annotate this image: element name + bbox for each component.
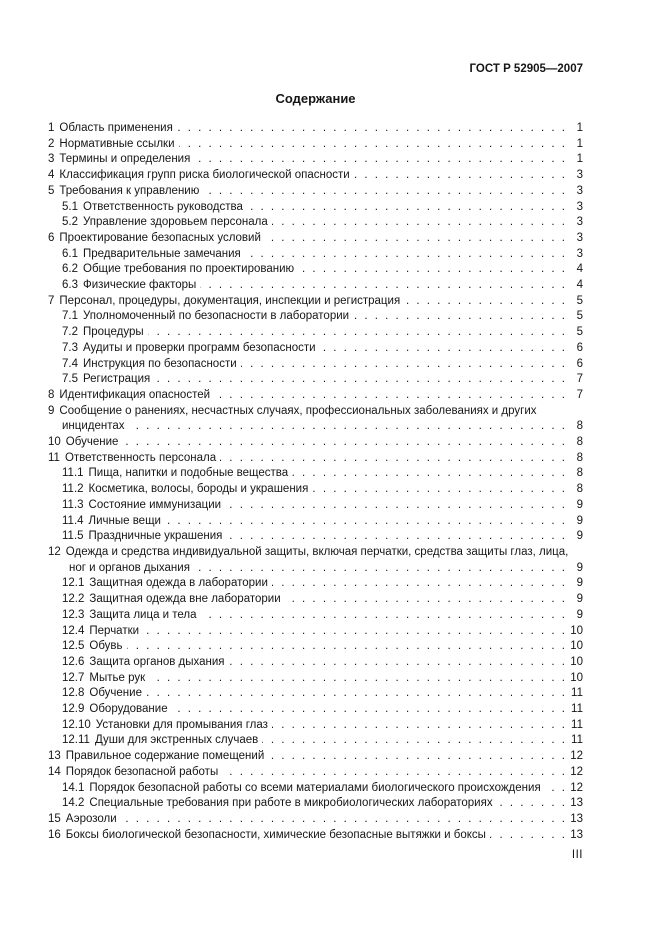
toc-entry-title: Косметика, волосы, бороды и украшения — [88, 483, 309, 496]
dot-leader — [320, 341, 567, 357]
toc-entry-title: Требования к управлению — [59, 184, 200, 197]
toc-entry-title: Обучение — [89, 687, 142, 700]
dot-leader — [354, 168, 567, 184]
dot-leader — [177, 121, 567, 137]
toc-entry-page: 3 — [576, 247, 583, 260]
toc-entry — [48, 451, 583, 467]
toc-entry-page: 10 — [570, 671, 583, 684]
toc-entry-number: 12.8 — [62, 687, 85, 700]
toc-entry — [48, 545, 583, 576]
doc-number: ГОСТ Р 52905—2007 — [469, 63, 583, 75]
toc-entry-title: Сообщение о ранениях, несчастных случаях, профессиональных заболеваниях и других — [59, 404, 537, 417]
toc-entry-page: 3 — [576, 184, 583, 197]
toc-entry-number: 12.6 — [62, 655, 85, 668]
toc-entry — [48, 514, 583, 530]
toc-entry-page: 8 — [576, 451, 583, 464]
dot-leader — [265, 231, 567, 247]
toc-entry-title: Оборудование — [89, 703, 168, 716]
dot-leader — [165, 514, 567, 530]
toc-entry — [48, 341, 583, 357]
toc-entry — [48, 812, 583, 828]
dot-leader — [149, 671, 567, 687]
toc-entry-number: 11.5 — [62, 530, 84, 543]
dot-leader — [272, 215, 567, 231]
toc-entry-page: 5 — [576, 310, 583, 323]
page-number-footer: III — [571, 849, 583, 861]
toc-entry-title: Одежда и средства индивидуальной защиты, включая перчатки, средства защиты глаз, лица, — [65, 545, 569, 558]
toc-entry-page: 7 — [576, 373, 583, 386]
toc-entry-number: 7.3 — [62, 341, 78, 354]
toc-entry — [48, 576, 583, 592]
toc-entry — [48, 215, 583, 231]
dot-leader — [285, 592, 567, 608]
toc-entry — [48, 388, 583, 404]
dot-leader — [292, 466, 567, 482]
dot-leader — [245, 247, 567, 263]
toc-entry-title: Праздничные украшения — [88, 530, 223, 543]
toc-entry-title: Состояние иммунизации — [88, 498, 222, 511]
dot-leader — [214, 388, 567, 404]
toc-entry-number: 12.10 — [62, 718, 91, 731]
toc-entry-number: 5.1 — [62, 200, 78, 213]
toc-entry-page: 4 — [576, 279, 583, 292]
toc-entry-number: 14 — [48, 765, 61, 778]
dot-leader — [241, 357, 567, 373]
dot-leader — [225, 498, 567, 514]
toc-entry-number: 7.5 — [62, 373, 78, 386]
dot-leader — [497, 796, 567, 812]
toc-entry — [48, 498, 583, 514]
toc-entry-page: 5 — [576, 326, 583, 339]
toc-entry-title: Аудиты и проверки программ безопасности — [83, 341, 316, 354]
dot-leader — [272, 576, 567, 592]
toc-entry-page: 8 — [576, 483, 583, 496]
dot-leader — [148, 325, 567, 341]
toc-entry-page: 7 — [576, 388, 583, 401]
dot-leader — [172, 702, 567, 718]
toc-entry-page: 9 — [576, 593, 583, 606]
toc-entry-page: 6 — [576, 341, 583, 354]
toc-entry-number: 11.4 — [62, 514, 84, 527]
dot-leader — [229, 655, 567, 671]
toc-entry-number: 12.9 — [62, 703, 85, 716]
toc-entry-number: 11.2 — [62, 483, 84, 496]
toc-entry-number: 7 — [48, 294, 55, 307]
toc-entry-title: Нормативные ссылки — [59, 137, 175, 150]
toc-entry-title: Регистрация — [83, 373, 151, 386]
toc-entry-title: Порядок безопасной работы — [65, 765, 219, 778]
toc-entry-number: 5.2 — [62, 216, 78, 229]
toc-entry-number: 6.2 — [62, 263, 78, 276]
toc-entry-number: 6.3 — [62, 279, 78, 292]
dot-leader — [146, 686, 567, 702]
toc-entry-page: 11 — [571, 734, 583, 747]
toc-entry-number: 7.1 — [62, 310, 78, 323]
toc-entry — [48, 718, 583, 734]
toc-entry-number: 2 — [48, 137, 55, 150]
toc-entry-page: 11 — [571, 718, 583, 731]
toc-entry-page: 1 — [576, 137, 583, 150]
toc-entry-number: 13 — [48, 750, 61, 763]
toc-entry-continuation: ног и органов дыхания — [69, 561, 190, 574]
toc-entry-title: Мытье рук — [89, 671, 146, 684]
toc-entry-number: 10 — [48, 436, 61, 449]
toc-entry-page: 9 — [576, 514, 583, 527]
toc-entry-page: 3 — [576, 231, 583, 244]
toc-entry-number: 9 — [48, 404, 55, 417]
toc-entry-page: 9 — [576, 577, 583, 590]
toc-entry-number: 16 — [48, 828, 61, 841]
dot-leader — [404, 294, 567, 310]
toc-entry-number: 6.1 — [62, 247, 78, 260]
toc-entry-page: 1 — [576, 153, 583, 166]
toc-entry-page: 3 — [576, 216, 583, 229]
toc-entry-page: 8 — [576, 467, 583, 480]
toc-entry-title: Защита органов дыхания — [89, 655, 225, 668]
table-of-contents — [48, 121, 583, 843]
toc-entry-page: 10 — [570, 624, 583, 637]
toc-entry — [48, 686, 583, 702]
toc-entry-number: 14.1 — [62, 781, 85, 794]
toc-entry — [48, 137, 583, 153]
toc-entry-title: Общие требования по проектированию — [83, 263, 295, 276]
dot-leader — [353, 309, 567, 325]
toc-entry-number: 7.4 — [62, 357, 78, 370]
toc-entry-title: Область применения — [59, 122, 173, 134]
toc-entry-title: Души для экстренных случаев — [94, 734, 259, 747]
toc-entry — [48, 231, 583, 247]
dot-leader — [179, 137, 568, 153]
toc-entry-page: 3 — [576, 169, 583, 182]
toc-entry-page: 13 — [570, 812, 583, 825]
toc-entry-title: Обучение — [65, 436, 119, 449]
toc-entry-page: 13 — [570, 797, 583, 810]
toc-entry-continuation: инцидентах — [62, 420, 125, 433]
dot-leader — [268, 749, 567, 765]
toc-entry — [48, 262, 583, 278]
toc-entry — [48, 749, 583, 765]
toc-entry — [48, 325, 583, 341]
toc-entry — [48, 655, 583, 671]
toc-entry-title: Уполномоченный по безопасности в лаборатории — [83, 310, 350, 323]
toc-entry-page: 13 — [570, 828, 583, 841]
toc-entry-number: 5 — [48, 184, 55, 197]
toc-entry-number: 12.5 — [62, 640, 85, 653]
toc-entry-title: Пища, напитки и подобные вещества — [88, 467, 289, 480]
toc-entry-title: Личные вещи — [88, 514, 161, 527]
toc-entry-number: 12 — [48, 545, 61, 558]
toc-entry-title: Управление здоровьем персонала — [83, 216, 268, 229]
toc-entry — [48, 357, 583, 373]
toc-entry-page: 4 — [576, 263, 583, 276]
dot-leader — [222, 765, 567, 781]
toc-entry — [48, 435, 583, 451]
toc-entry-number: 12.7 — [62, 671, 85, 684]
toc-entry-page: 6 — [576, 357, 583, 370]
toc-entry-page: 8 — [576, 420, 583, 433]
toc-entry-number: 14.2 — [62, 797, 85, 810]
toc-entry — [48, 294, 583, 310]
toc-entry-title: Обувь — [89, 640, 123, 653]
toc-entry-number: 7.2 — [62, 326, 78, 339]
toc-entry — [48, 639, 583, 655]
dot-leader — [127, 639, 567, 655]
toc-entry-title: Перчатки — [89, 624, 140, 637]
toc-entry-number: 12.11 — [62, 734, 90, 747]
dot-leader — [121, 812, 567, 828]
toc-entry-title: Установки для промывания глаз — [95, 718, 268, 731]
toc-entry-page: 11 — [571, 687, 583, 700]
toc-entry — [48, 592, 583, 608]
toc-entry — [48, 702, 583, 718]
toc-entry-page: 9 — [576, 530, 583, 543]
toc-entry — [48, 482, 583, 498]
toc-entry — [48, 168, 583, 184]
toc-entry-number: 6 — [48, 231, 55, 244]
toc-entry-number: 12.4 — [62, 624, 85, 637]
toc-entry — [48, 733, 583, 749]
toc-entry-title: Идентификация опасностей — [59, 388, 211, 401]
toc-entry-page: 9 — [576, 561, 583, 574]
dot-leader — [272, 718, 567, 734]
dot-leader — [154, 372, 567, 388]
dot-leader — [490, 828, 567, 844]
toc-entry-page: 10 — [570, 655, 583, 668]
toc-entry-number: 3 — [48, 153, 55, 166]
toc-entry — [48, 765, 583, 781]
toc-entry-page: 9 — [576, 498, 583, 511]
toc-entry-title: Ответственность руководства — [83, 200, 243, 213]
toc-entry-title: Ответственность персонала — [64, 451, 217, 464]
toc-entry-title: Классификация групп риска биологической опасности — [59, 169, 350, 182]
dot-leader — [262, 733, 567, 749]
toc-entry-title: Проектирование безопасных условий — [59, 231, 261, 244]
toc-entry-title: Физические факторы — [83, 279, 197, 292]
toc-entry-number: 4 — [48, 169, 55, 182]
toc-entry-page: 10 — [570, 640, 583, 653]
dot-leader — [201, 608, 567, 624]
toc-entry-page: 5 — [576, 294, 583, 307]
toc-entry — [48, 121, 583, 137]
toc-entry-number: 15 — [48, 812, 61, 825]
toc-entry-page: 9 — [576, 608, 583, 621]
toc-entry-page: 12 — [570, 781, 583, 794]
toc-entry-title: Боксы биологической безопасности, химические безопасные вытяжки и боксы — [65, 828, 486, 841]
toc-entry — [48, 200, 583, 216]
toc-entry-number: 11.3 — [62, 498, 84, 511]
dot-leader — [298, 262, 567, 278]
toc-entry-title: Правильное содержание помещений — [65, 750, 265, 763]
toc-entry-page: 8 — [576, 436, 583, 449]
toc-entry-number: 11 — [48, 451, 60, 464]
dot-leader — [129, 419, 567, 435]
dot-leader — [203, 184, 567, 200]
toc-entry — [48, 624, 583, 640]
toc-entry-title: Предварительные замечания — [83, 247, 241, 260]
toc-entry-title: Персонал, процедуры, документация, инспекции и регистрация — [59, 294, 401, 307]
toc-entry-page: 3 — [576, 200, 583, 213]
dot-leader — [194, 152, 567, 168]
dot-leader — [226, 529, 567, 545]
toc-entry — [48, 404, 583, 435]
toc-entry-title: Защитная одежда вне лаборатории — [89, 593, 281, 606]
toc-entry-number: 12.3 — [62, 608, 85, 621]
toc-entry-title: Процедуры — [83, 326, 144, 339]
toc-entry-title: Защита лица и тела — [89, 608, 197, 621]
toc-entry-number: 1 — [48, 122, 55, 134]
toc-entry-page: 12 — [570, 750, 583, 763]
toc-entry-page: 1 — [576, 122, 583, 134]
toc-entry — [48, 828, 583, 844]
toc-entry — [48, 278, 583, 294]
toc-entry-number: 8 — [48, 388, 55, 401]
toc-entry — [48, 152, 583, 168]
dot-leader — [122, 435, 567, 451]
page-title: Содержание — [275, 91, 356, 106]
toc-entry — [48, 781, 583, 797]
toc-entry-title: Термины и определения — [59, 153, 191, 166]
toc-entry-title: Защитная одежда в лаборатории — [89, 577, 268, 590]
toc-entry — [48, 309, 583, 325]
toc-entry-title: Аэрозоли — [65, 812, 117, 825]
toc-entry — [48, 796, 583, 812]
dot-leader — [200, 278, 567, 294]
toc-entry-page: 11 — [571, 703, 583, 716]
toc-entry — [48, 247, 583, 263]
dot-leader — [247, 200, 567, 216]
dot-leader — [545, 781, 567, 797]
toc-entry — [48, 184, 583, 200]
toc-entry — [48, 608, 583, 624]
toc-entry — [48, 466, 583, 482]
dot-leader — [194, 561, 567, 577]
toc-entry-title: Специальные требования при работе в микробиологических лабораториях — [89, 797, 493, 810]
toc-entry-page: 12 — [570, 765, 583, 778]
dot-leader — [312, 482, 567, 498]
toc-entry-number: 11.1 — [62, 467, 84, 480]
toc-entry-number: 12.2 — [62, 593, 85, 606]
dot-leader — [220, 451, 567, 467]
toc-entry-number: 12.1 — [62, 577, 85, 590]
toc-entry-title: Инструкция по безопасности — [83, 357, 237, 370]
toc-entry — [48, 529, 583, 545]
dot-leader — [143, 624, 567, 640]
toc-entry — [48, 372, 583, 388]
toc-entry-title: Порядок безопасной работы со всеми материалами биологического происхождения — [89, 781, 541, 794]
toc-entry — [48, 671, 583, 687]
